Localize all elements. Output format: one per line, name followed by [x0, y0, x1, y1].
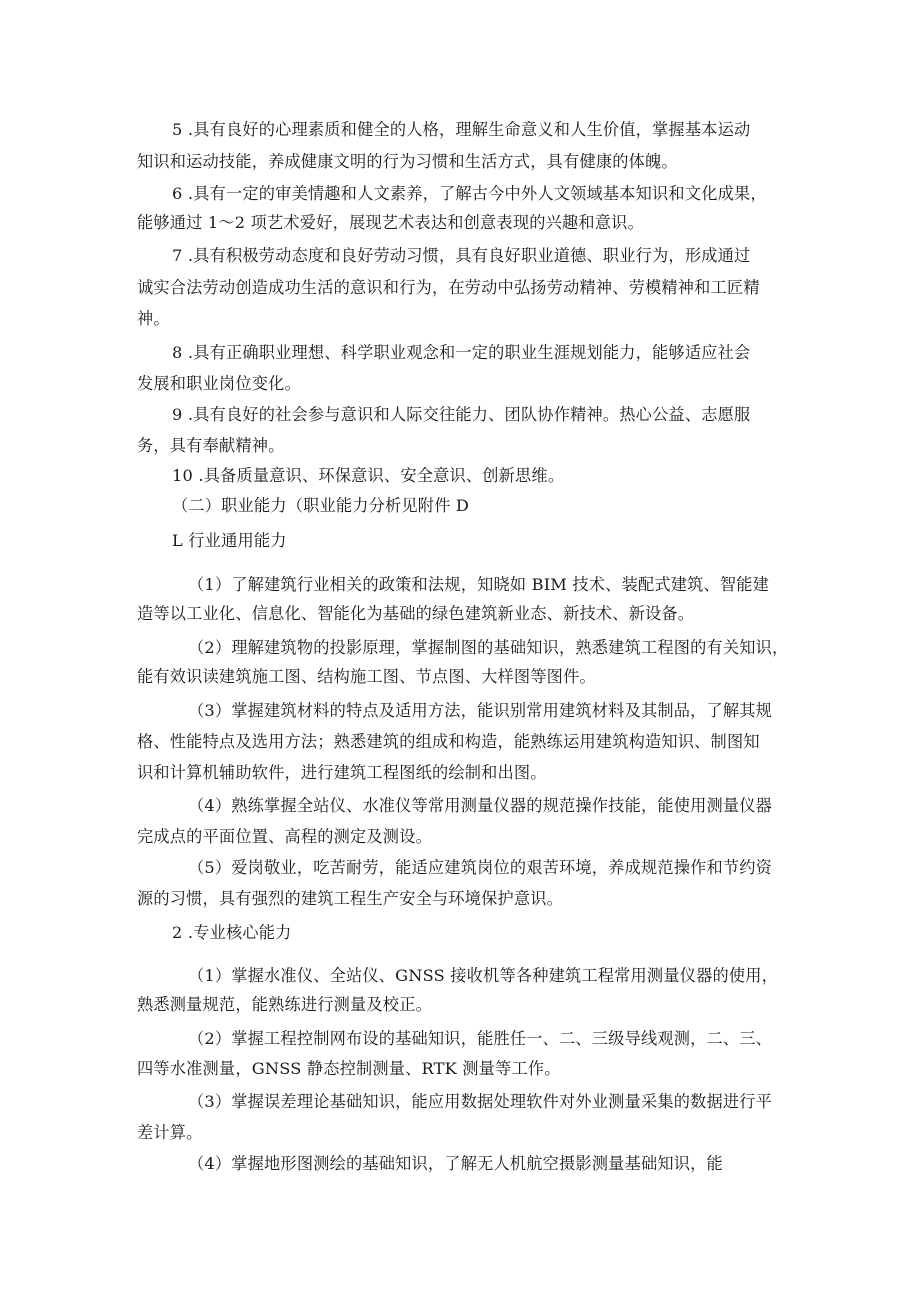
- section-heading: （二）职业能力（职业能力分析见附件 D: [172, 496, 470, 515]
- text-line: 9 .具有良好的社会参与意识和人际交往能力、团队协作精神。热心公益、志愿服: [172, 405, 751, 424]
- text-line: （2）理解建筑物的投影原理，掌握制图的基础知识，熟悉建筑工程图的有关知识，: [188, 638, 789, 657]
- text-line: 知识和运动技能，养成健康文明的行为习惯和生活方式，具有健康的体魄。: [137, 152, 678, 171]
- text-line: 差计算。: [137, 1123, 203, 1142]
- text-line: 熟悉测量规范，能熟练进行测量及校正。: [137, 995, 432, 1014]
- text-line: （4）掌握地形图测绘的基础知识，了解无人机航空摄影测量基础知识，能: [188, 1154, 723, 1173]
- text-line: 发展和职业岗位变化。: [137, 374, 301, 393]
- text-line: 能有效识读建筑施工图、结构施工图、节点图、大样图等图件。: [137, 667, 596, 686]
- text-line: 造等以工业化、信息化、智能化为基础的绿色建筑新业态、新技术、新设备。: [137, 604, 695, 623]
- text-line: （3）掌握误差理论基础知识，能应用数据处理软件对外业测量采集的数据进行平: [188, 1092, 773, 1111]
- text-line: 5 .具有良好的心理素质和健全的人格，理解生命意义和人生价值，掌握基本运动: [172, 120, 751, 139]
- text-line: 识和计算机辅助软件，进行建筑工程图纸的绘制和出图。: [137, 763, 547, 782]
- text-line: 10 .具备质量意识、环保意识、安全意识、创新思维。: [172, 466, 565, 485]
- text-line: 诚实合法劳动创造成功生活的意识和行为，在劳动中弘扬劳动精神、劳模精神和工匠精: [137, 278, 760, 297]
- text-line: 源的习惯，具有强烈的建筑工程生产安全与环境保护意识。: [137, 889, 564, 908]
- text-line: （2）掌握工程控制网布设的基础知识，能胜任一、二、三级导线观测，二、三、: [188, 1029, 773, 1048]
- subsection-heading: 2 .专业核心能力: [172, 923, 292, 942]
- text-line: 7 .具有积极劳动态度和良好劳动习惯，具有良好职业道德、职业行为，形成通过: [172, 246, 751, 265]
- text-line: （1）了解建筑行业相关的政策和法规，知晓如 BIM 技术、装配式建筑、智能建: [188, 575, 770, 594]
- text-line: 8 .具有正确职业理想、科学职业观念和一定的职业生涯规划能力，能够适应社会: [172, 343, 751, 362]
- text-line: （4）熟练掌握全站仪、水准仪等常用测量仪器的规范操作技能，能使用测量仪器: [188, 796, 773, 815]
- text-line: 四等水准测量，GNSS 静态控制测量、RTK 测量等工作。: [137, 1059, 561, 1078]
- text-line: 神。: [137, 309, 170, 328]
- text-line: （1）掌握水准仪、全站仪、GNSS 接收机等各种建筑工程常用测量仪器的使用，: [188, 966, 779, 985]
- text-line: 6 .具有一定的审美情趣和人文素养，了解古今中外人文领域基本知识和文化成果，: [172, 184, 767, 203]
- text-line: 务，具有奉献精神。: [137, 436, 285, 455]
- text-line: 格、性能特点及选用方法；熟悉建筑的组成和构造，能熟练运用建筑构造知识、制图知: [137, 732, 760, 751]
- text-line: 能够通过 1～2 项艺术爱好，展现艺术表达和创意表现的兴趣和意识。: [137, 213, 644, 232]
- text-line: （5）爱岗敬业，吃苦耐劳，能适应建筑岗位的艰苦环境，养成规范操作和节约资: [188, 858, 773, 877]
- text-line: （3）掌握建筑材料的特点及适用方法，能识别常用建筑材料及其制品，了解其规: [188, 701, 773, 720]
- text-line: 完成点的平面位置、高程的测定及测设。: [137, 827, 432, 846]
- subsection-heading: L 行业通用能力: [172, 531, 287, 550]
